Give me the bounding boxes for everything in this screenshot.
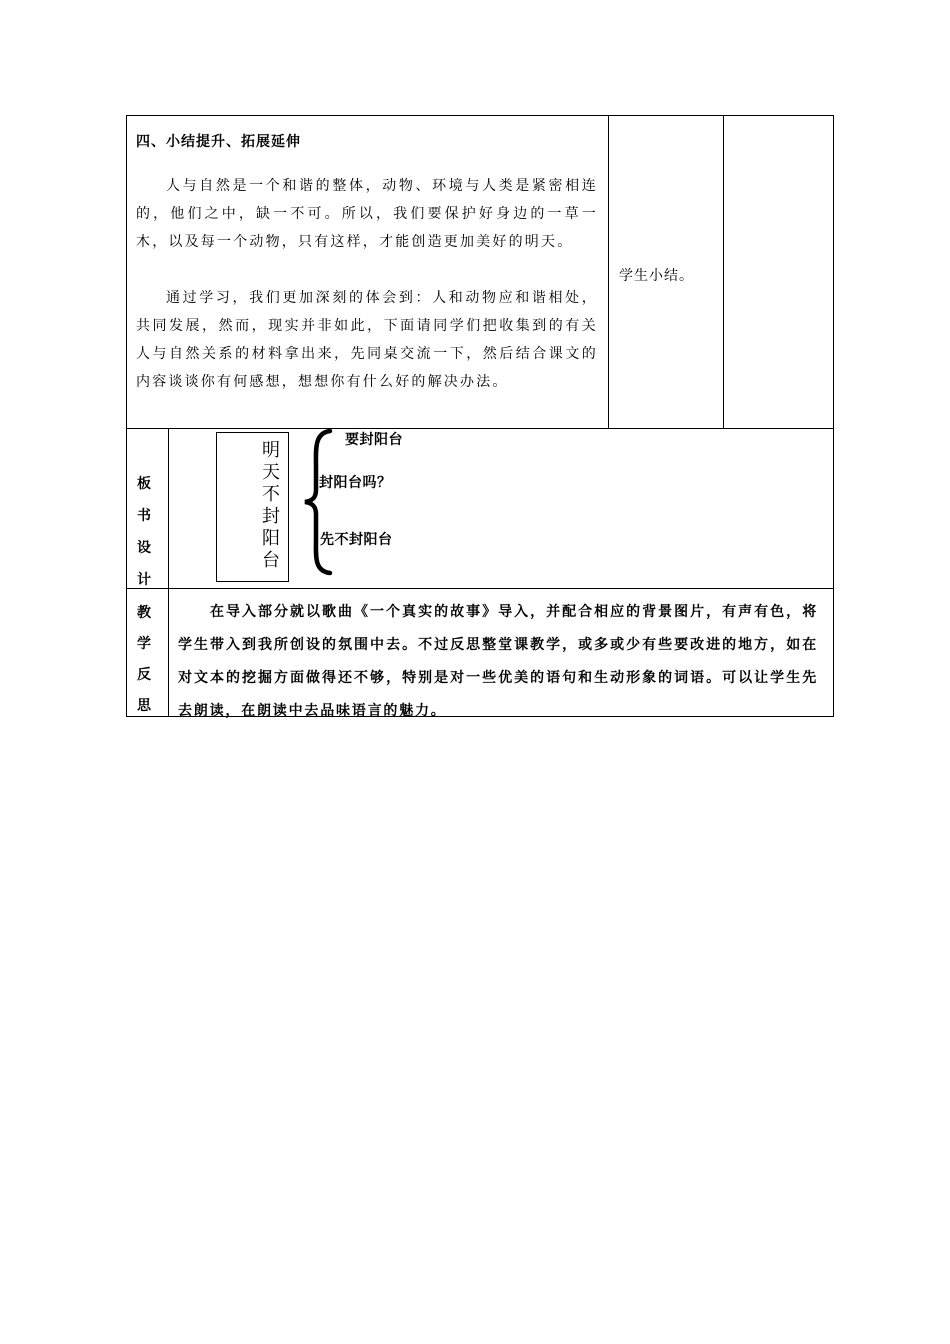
- table-top-border: [126, 115, 834, 116]
- board-title: [258, 440, 284, 572]
- row-divider-summary: [126, 428, 834, 429]
- board-title-char: 天: [262, 462, 280, 483]
- summary-paragraph-1: 人与自然是一个和谐的整体，动物、环境与人类是紧密相连的，他们之中，缺一不可。所以，我们要保护好身边的一草一木，以及每一个动物，只有这样，才能创造更加美好的明天。: [136, 178, 598, 250]
- reflection-label-char: 思: [137, 698, 151, 714]
- column-divider-activity: [723, 115, 724, 429]
- board-title-char: 明: [262, 440, 280, 461]
- board-branch-1: 要封阳台: [345, 432, 403, 448]
- table-right-border: [833, 115, 834, 717]
- board-title-char: 阳: [262, 528, 280, 549]
- row-divider-board: [126, 588, 834, 589]
- student-activity: 学生小结。: [619, 268, 694, 284]
- teaching-reflection-label: [134, 598, 154, 722]
- teaching-reflection-text: 在导入部分就以歌曲《一个真实的故事》导入，并配合相应的背景图片，有声有色，将学生带入到我所创设的氛围中去。不过反思整堂课教学，或多或少有些要改进的地方，如在对文本的挖掘方面做得还不够，特别是对一些优美的语句和生动形象的词语。可以让学生先去朗读，在朗读中去品味语言的魅力。: [178, 604, 818, 719]
- board-design-label: [134, 468, 154, 596]
- column-divider-content: [608, 115, 609, 429]
- board-branch-2: 封阳台吗？: [319, 475, 392, 491]
- reflection-label-char: 反: [137, 667, 151, 683]
- board-label-char: 计: [137, 572, 151, 588]
- reflection-label-char: 学: [137, 636, 151, 652]
- board-title-char: 封: [262, 506, 280, 527]
- section-title: 四、小结提升、拓展延伸: [136, 134, 301, 150]
- board-branch-3: 先不封阳台: [320, 532, 393, 548]
- label-column-divider: [168, 428, 169, 717]
- board-label-char: 设: [137, 540, 151, 556]
- curly-brace-icon: [298, 428, 338, 576]
- board-label-char: 板: [137, 476, 151, 492]
- reflection-label-char: 教: [137, 605, 151, 621]
- board-title-char: 不: [262, 484, 280, 505]
- board-title-char: 台: [262, 550, 280, 571]
- table-left-border: [126, 115, 127, 717]
- summary-paragraph-2: 通过学习，我们更加深刻的体会到：人和动物应和谐相处，共同发展，然而，现实并非如此，下面请同学们把收集到的有关人与自然关系的材料拿出来，先同桌交流一下，然后结合课文的内容谈谈你有何感想，想想你有什么好的解决办法。: [136, 290, 598, 390]
- board-label-char: 书: [137, 508, 151, 524]
